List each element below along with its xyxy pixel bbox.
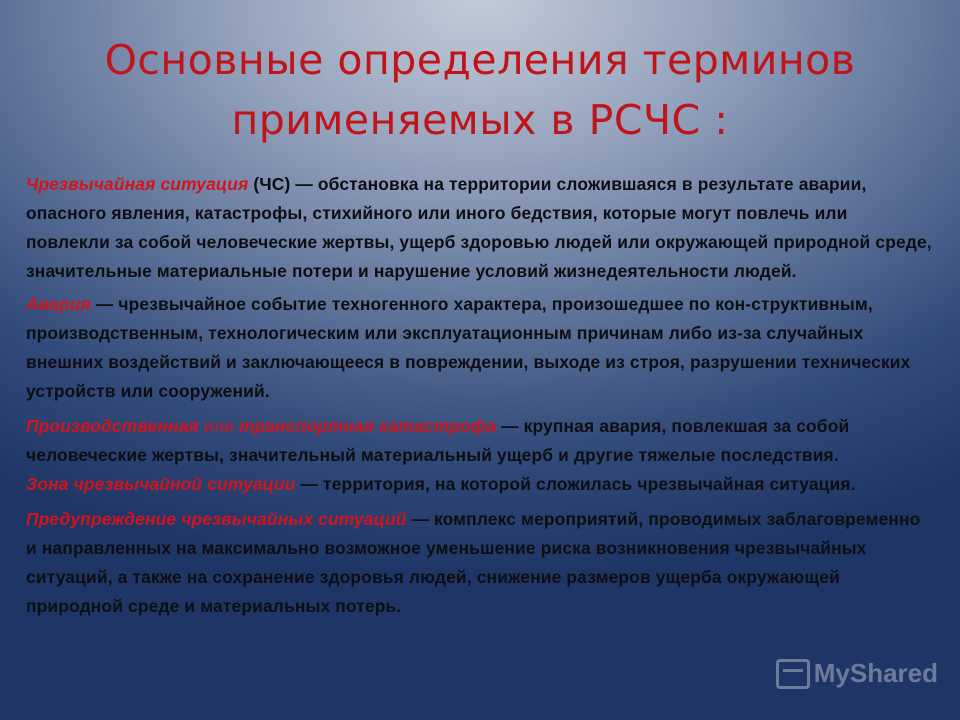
definition-emergency-zone [26,470,936,499]
definitions-list [26,170,936,621]
definition-catastrophe [26,412,936,470]
definition-emergency [26,170,936,286]
slide-title [0,30,960,150]
watermark-text: MyShared [813,658,938,688]
term-emergency-zone: Зона чрезвычайной ситуации [26,474,296,494]
presentation-icon [776,659,810,689]
definition-emergency-text: (ЧС) — обстановка на территории сложившаяся в результате аварии, опасного явления, катастрофы, стихийного или иного бедствия, которые могут повлечь или повлекли за собой человеческие жертвы, ущерб здоровью людей или окружающей природной среде, значительные материальные потери и нарушение условий жизнедеятельности людей. [26,174,932,281]
term-emergency: Чрезвычайная ситуация [26,174,249,194]
term-connector: или [198,416,239,436]
definition-prevention-text: — комплекс мероприятий, проводимых заблаговременно и направленных на максимально возможное уменьшение риска возникновения чрезвычайных ситуаций, а также на сохранение здоровья людей, снижение размеров ущерба окружающей природной среде и материальных потерь. [26,509,921,616]
watermark [776,658,938,689]
definition-emergency-zone-text: — территория, на которой сложилась чрезвычайная ситуация. [295,474,856,494]
term-prevention: Предупреждение чрезвычайных ситуаций [26,509,407,529]
definition-catastrophe-text: — крупная авария, повлекшая за собой человеческие жертвы, значительный материальный ущерб и другие тяжелые последствия. [26,416,850,465]
definition-accident [26,290,936,406]
term-industrial: Производственная [26,416,199,436]
title-line-2: применяемых в РСЧС : [231,96,729,144]
definition-prevention [26,505,936,621]
title-line-1: Основные определения терминов [104,36,856,84]
term-transport-catastrophe: транспортная катастрофа [238,416,497,436]
definition-accident-text: — чрезвычайное событие техногенного характера, произошедшее по кон-структивным, производственным, технологическим или эксплуатационным причинам либо из-за случайных внешних воздействий и заключающееся в повреждении, выходе из строя, разрушении технических устройств или сооружений. [26,294,911,401]
term-accident: Авария [26,294,91,314]
